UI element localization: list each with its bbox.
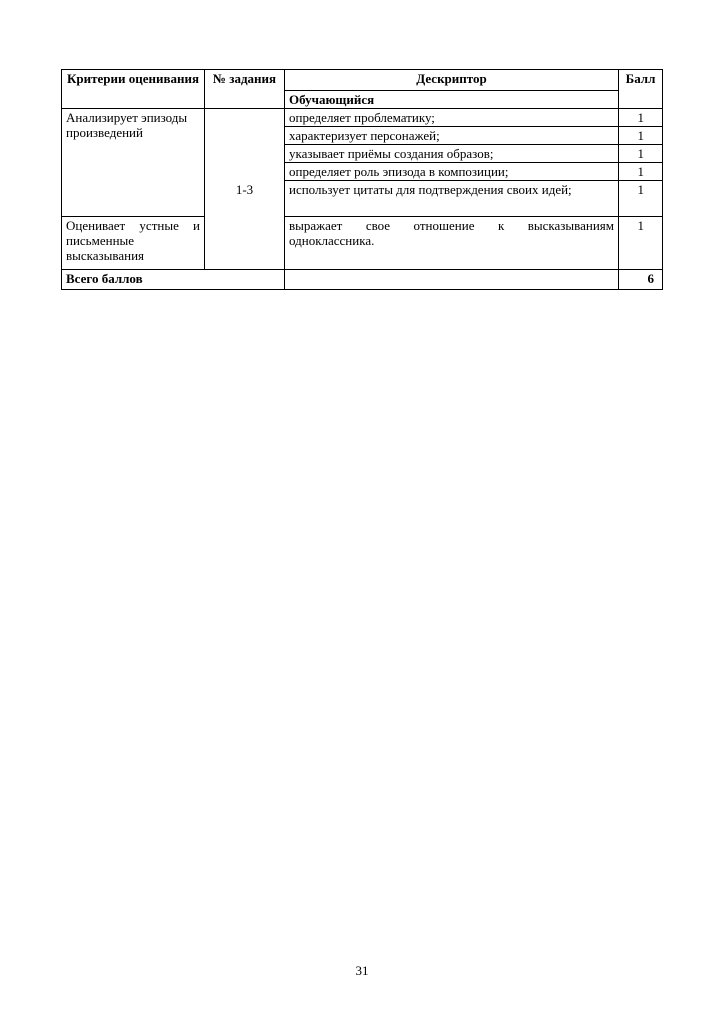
descriptor-cell: характеризует персонажей; xyxy=(285,127,619,145)
score-cell: 1 xyxy=(619,127,663,145)
score-cell: 1 xyxy=(619,109,663,127)
table-header-row xyxy=(62,70,663,91)
score-cell: 1 xyxy=(619,145,663,163)
descriptor-cell: определяет роль эпизода в композиции; xyxy=(285,163,619,181)
descriptor-cell: использует цитаты для подтверждения своих идей; xyxy=(285,181,619,217)
total-score: 6 xyxy=(619,270,663,290)
page-number: 31 xyxy=(355,963,369,978)
learner-label: Обучающийся xyxy=(285,91,619,109)
table-row xyxy=(62,109,663,127)
table-row xyxy=(62,217,663,270)
total-empty-cell xyxy=(285,270,619,290)
header-task-number: № задания xyxy=(205,70,285,109)
score-cell: 1 xyxy=(619,181,663,217)
task-range-cell: 1-3 xyxy=(205,109,285,270)
header-descriptor: Дескриптор xyxy=(285,70,619,91)
total-label: Всего баллов xyxy=(62,270,285,290)
criterion-cell: Оценивает устные и письменные высказывания xyxy=(62,217,205,270)
header-criteria: Критерии оценивания xyxy=(62,70,205,109)
descriptor-cell: определяет проблематику; xyxy=(285,109,619,127)
assessment-rubric-table xyxy=(61,69,663,290)
total-row xyxy=(62,270,663,290)
descriptor-cell: выражает свое отношение к высказываниям одноклассника. xyxy=(285,217,619,270)
header-score: Балл xyxy=(619,70,663,109)
score-cell: 1 xyxy=(619,217,663,270)
criterion-cell: Анализирует эпизоды произведений xyxy=(62,109,205,217)
descriptor-cell: указывает приёмы создания образов; xyxy=(285,145,619,163)
score-cell: 1 xyxy=(619,163,663,181)
